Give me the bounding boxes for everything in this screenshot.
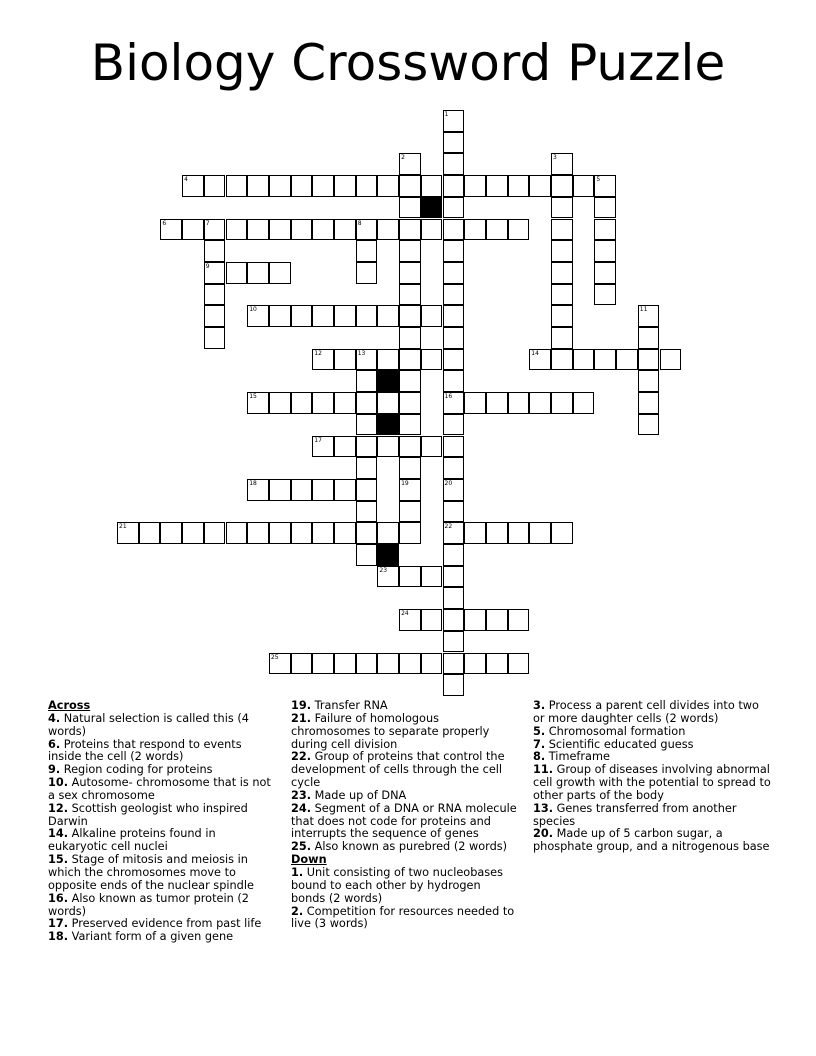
grid-cell[interactable] (421, 349, 443, 371)
grid-cell[interactable] (356, 436, 378, 458)
grid-cell[interactable] (443, 501, 465, 523)
grid-cell[interactable] (486, 609, 508, 631)
grid-cell[interactable] (204, 327, 226, 349)
grid-cell[interactable] (486, 175, 508, 197)
grid-cell[interactable] (334, 653, 356, 675)
grid-cell[interactable] (443, 132, 465, 154)
grid-cell[interactable] (269, 522, 291, 544)
grid-cell[interactable] (399, 436, 421, 458)
clue-number-label: 3. (533, 699, 546, 712)
grid-cell[interactable] (312, 219, 334, 241)
grid-cell[interactable] (312, 392, 334, 414)
grid-cell[interactable] (443, 284, 465, 306)
grid-cell[interactable] (638, 349, 660, 371)
grid-cell[interactable] (204, 219, 226, 241)
clue-number-label: 20. (533, 827, 554, 841)
grid-cell[interactable] (334, 436, 356, 458)
clue-text: Failure of homologous chromosomes to separate properly during cell division (291, 711, 490, 751)
grid-cell[interactable] (443, 110, 465, 132)
grid-cell[interactable] (443, 566, 465, 588)
grid-cell[interactable] (443, 436, 465, 458)
grid-cell[interactable] (334, 349, 356, 371)
grid-cell[interactable] (269, 262, 291, 284)
grid-cell[interactable] (377, 436, 399, 458)
grid-cell[interactable] (551, 305, 573, 327)
grid-cell[interactable] (464, 522, 486, 544)
grid-cell[interactable] (334, 479, 356, 501)
clue-text: Competition for resources needed to live (3 words) (291, 904, 515, 931)
clue-across-16 (48, 893, 274, 919)
grid-cell[interactable] (356, 479, 378, 501)
grid-cell[interactable] (508, 175, 530, 197)
grid-cell[interactable] (464, 175, 486, 197)
grid-cell[interactable] (377, 219, 399, 241)
grid-cell[interactable] (399, 327, 421, 349)
clue-across-14 (48, 828, 274, 854)
grid-cell[interactable] (291, 305, 313, 327)
clue-number: 7 (205, 219, 210, 227)
grid-cell[interactable] (356, 414, 378, 436)
grid-cell[interactable] (421, 609, 443, 631)
grid-cell[interactable] (377, 392, 399, 414)
clue-column-2 (291, 700, 517, 931)
grid-cell[interactable] (464, 653, 486, 675)
grid-cell[interactable] (377, 566, 399, 588)
grid-cell[interactable] (399, 305, 421, 327)
grid-cell[interactable] (443, 327, 465, 349)
grid-cell[interactable] (551, 522, 573, 544)
grid-cell[interactable] (399, 153, 421, 175)
grid-cell[interactable] (269, 219, 291, 241)
grid-cell[interactable] (312, 175, 334, 197)
grid-cell[interactable] (594, 240, 616, 262)
grid-cell[interactable] (247, 175, 269, 197)
grid-cell[interactable] (356, 501, 378, 523)
grid-cell[interactable] (399, 284, 421, 306)
grid-cell[interactable] (529, 392, 551, 414)
grid-cell[interactable] (443, 370, 465, 392)
grid-cell[interactable] (443, 349, 465, 371)
clue-number: 9 (205, 262, 210, 270)
grid-cell[interactable] (226, 522, 248, 544)
grid-cell[interactable] (399, 240, 421, 262)
grid-cell[interactable] (464, 609, 486, 631)
clue-number: 16 (444, 393, 453, 401)
grid-cell[interactable] (204, 175, 226, 197)
grid-cell[interactable] (443, 219, 465, 241)
grid-cell[interactable] (508, 653, 530, 675)
grid-cell[interactable] (443, 674, 465, 696)
grid-cell[interactable] (269, 479, 291, 501)
grid-cell[interactable] (291, 175, 313, 197)
clue-across-22 (291, 751, 517, 790)
clue-text: Genes transferred from another species (533, 801, 737, 828)
grid-cell[interactable] (377, 522, 399, 544)
grid-cell[interactable] (551, 262, 573, 284)
grid-cell[interactable] (551, 392, 573, 414)
grid-cell[interactable] (182, 219, 204, 241)
clue-number-label: 7. (533, 737, 546, 751)
grid-cell[interactable] (269, 175, 291, 197)
grid-cell[interactable] (443, 522, 465, 544)
clue-down-3 (533, 700, 773, 726)
clue-text: Region coding for proteins (60, 763, 213, 777)
grid-cell[interactable] (508, 392, 530, 414)
grid-cell[interactable] (594, 284, 616, 306)
clue-text: Alkaline proteins found in eukaryotic cell nuclei (48, 827, 216, 854)
grid-cell[interactable] (312, 436, 334, 458)
grid-cell[interactable] (443, 305, 465, 327)
across-heading: Across (48, 699, 91, 712)
clue-text: Also known as tumor protein (2 words) (48, 891, 249, 918)
clue-number-label: 24. (291, 801, 312, 815)
grid-cell[interactable] (247, 305, 269, 327)
grid-cell[interactable] (464, 219, 486, 241)
clue-text: Preserved evidence from past life (68, 917, 262, 931)
grid-cell[interactable] (226, 175, 248, 197)
clue-text: Stage of mitosis and meiosis in which the chromosomes move to opposite ends of the nuclear spindle (48, 853, 254, 892)
grid-cell[interactable] (399, 175, 421, 197)
grid-cell[interactable] (226, 262, 248, 284)
grid-cell[interactable] (551, 349, 573, 371)
clue-number: 12 (314, 349, 322, 357)
grid-cell[interactable] (269, 392, 291, 414)
grid-cell[interactable] (399, 457, 421, 479)
grid-cell[interactable] (399, 370, 421, 392)
grid-cell[interactable] (551, 240, 573, 262)
grid-cell[interactable] (443, 153, 465, 175)
grid-cell[interactable] (399, 501, 421, 523)
grid-cell[interactable] (356, 240, 378, 262)
clue-down-2 (291, 906, 517, 932)
clue-down-20 (533, 828, 773, 854)
grid-cell[interactable] (594, 262, 616, 284)
grid-cell[interactable] (551, 197, 573, 219)
grid-cell[interactable] (117, 522, 139, 544)
clue-number: 15 (249, 393, 257, 401)
grid-cell[interactable] (486, 522, 508, 544)
grid-cell[interactable] (464, 392, 486, 414)
clue-number: 22 (444, 523, 453, 531)
clue-text: Chromosomal formation (545, 724, 686, 738)
clue-number-label: 21. (291, 711, 312, 725)
grid-cell[interactable] (443, 392, 465, 414)
grid-cell[interactable] (291, 522, 313, 544)
grid-cell[interactable] (660, 349, 682, 371)
clue-text: Made up of 5 carbon sugar, a phosphate group, and a nitrogenous base (533, 827, 770, 854)
grid-cell[interactable] (399, 609, 421, 631)
clue-across-12 (48, 803, 274, 829)
clue-number: 6 (162, 219, 167, 227)
grid-cell[interactable] (334, 522, 356, 544)
clue-number: 18 (249, 479, 257, 487)
grid-cell[interactable] (399, 653, 421, 675)
grid-cell[interactable] (443, 414, 465, 436)
grid-cell[interactable] (160, 219, 182, 241)
clue-number-label: 19. (291, 699, 312, 712)
black-cell (377, 414, 399, 436)
grid-cell[interactable] (356, 544, 378, 566)
clue-number-label: 14. (48, 827, 69, 841)
clue-number: 3 (553, 154, 557, 162)
grid-cell[interactable] (594, 219, 616, 241)
grid-cell[interactable] (594, 175, 616, 197)
grid-cell[interactable] (269, 305, 291, 327)
clue-text: Made up of DNA (311, 788, 407, 802)
clue-number: 21 (119, 523, 127, 531)
clue-number: 1 (444, 111, 449, 118)
clue-number: 13 (357, 349, 366, 357)
clue-number-label: 6. (48, 737, 61, 751)
grid-cell[interactable] (551, 175, 573, 197)
grid-cell[interactable] (616, 349, 638, 371)
grid-cell[interactable] (356, 522, 378, 544)
grid-cell[interactable] (421, 305, 443, 327)
grid-cell[interactable] (443, 175, 465, 197)
grid-cell[interactable] (443, 479, 465, 501)
grid-cell[interactable] (356, 457, 378, 479)
grid-cell[interactable] (269, 653, 291, 675)
grid-cell[interactable] (551, 219, 573, 241)
clue-number-label: 11. (533, 763, 554, 777)
clue-number: 2 (401, 154, 405, 162)
clue-number-label: 1. (291, 865, 304, 879)
grid-cell[interactable] (594, 197, 616, 219)
grid-cell[interactable] (443, 240, 465, 262)
grid-cell[interactable] (486, 392, 508, 414)
clue-text: Autosome- chromosome that is not a sex chromosome (48, 776, 271, 802)
grid-cell[interactable] (334, 219, 356, 241)
grid-cell[interactable] (443, 631, 465, 653)
grid-cell[interactable] (247, 479, 269, 501)
grid-cell[interactable] (399, 197, 421, 219)
clue-across-10 (48, 777, 274, 803)
grid-cell[interactable] (247, 392, 269, 414)
clue-number: 24 (401, 610, 409, 618)
grid-cell[interactable] (421, 175, 443, 197)
clue-text: Proteins that respond to events inside the cell (2 words) (48, 737, 242, 764)
clue-down-11 (533, 764, 773, 803)
grid-cell[interactable] (204, 262, 226, 284)
grid-cell[interactable] (551, 327, 573, 349)
grid-cell[interactable] (182, 175, 204, 197)
clue-across-18 (48, 931, 274, 944)
grid-cell[interactable] (421, 436, 443, 458)
clue-number-label: 4. (48, 711, 61, 725)
grid-cell[interactable] (356, 219, 378, 241)
clue-text: Group of proteins that control the development of cells through the cell cycle (291, 750, 505, 790)
grid-cell[interactable] (182, 522, 204, 544)
clue-number-label: 8. (533, 750, 546, 764)
grid-cell[interactable] (529, 522, 551, 544)
grid-cell[interactable] (573, 175, 595, 197)
grid-cell[interactable] (529, 175, 551, 197)
grid-cell[interactable] (334, 305, 356, 327)
grid-cell[interactable] (443, 262, 465, 284)
grid-cell[interactable] (508, 219, 530, 241)
clue-number: 20 (444, 479, 453, 487)
clue-number-label: 25. (291, 840, 312, 854)
grid-cell[interactable] (443, 457, 465, 479)
clue-number: 23 (379, 566, 388, 574)
clue-number-label: 12. (48, 801, 69, 815)
grid-cell[interactable] (291, 392, 313, 414)
grid-cell[interactable] (399, 262, 421, 284)
clue-across-15 (48, 854, 274, 893)
grid-cell[interactable] (399, 566, 421, 588)
clue-number: 25 (270, 653, 279, 661)
grid-cell[interactable] (356, 175, 378, 197)
grid-cell[interactable] (312, 653, 334, 675)
grid-cell[interactable] (356, 392, 378, 414)
grid-cell[interactable] (356, 653, 378, 675)
grid-cell[interactable] (486, 653, 508, 675)
grid-cell[interactable] (356, 262, 378, 284)
grid-cell[interactable] (638, 370, 660, 392)
clue-number-label: 22. (291, 750, 312, 764)
grid-cell[interactable] (573, 349, 595, 371)
clue-across-21 (291, 713, 517, 752)
clue-number: 19 (401, 479, 409, 487)
grid-cell[interactable] (356, 370, 378, 392)
clue-number-label: 5. (533, 724, 546, 738)
clue-text: Scottish geologist who inspired Darwin (48, 801, 248, 828)
grid-cell[interactable] (312, 522, 334, 544)
grid-cell[interactable] (377, 175, 399, 197)
clue-column-1 (48, 700, 274, 944)
grid-cell[interactable] (139, 522, 161, 544)
clue-number: 17 (314, 436, 322, 444)
clue-text: Unit consisting of two nucleobases bound to each other by hydrogen bonds (2 words) (291, 865, 504, 905)
black-cell (377, 370, 399, 392)
grid-cell[interactable] (291, 479, 313, 501)
grid-cell[interactable] (638, 392, 660, 414)
clue-text: Variant form of a given gene (68, 930, 234, 944)
grid-cell[interactable] (508, 609, 530, 631)
clue-number: 10 (249, 306, 257, 314)
grid-cell[interactable] (421, 566, 443, 588)
grid-cell[interactable] (638, 305, 660, 327)
clue-text: Transfer RNA (311, 699, 388, 712)
clue-number-label: 13. (533, 801, 554, 815)
clue-number-label: 10. (48, 776, 69, 790)
clue-text: Group of diseases involving abnormal cell growth with the potential to spread to other parts of the body (533, 763, 771, 802)
clue-across-6 (48, 739, 274, 765)
clue-number-label: 2. (291, 904, 304, 918)
grid-cell[interactable] (334, 175, 356, 197)
grid-cell[interactable] (399, 479, 421, 501)
clue-text: Timeframe (545, 750, 610, 764)
grid-cell[interactable] (356, 305, 378, 327)
grid-cell[interactable] (399, 414, 421, 436)
grid-cell[interactable] (356, 349, 378, 371)
clue-number-label: 16. (48, 891, 69, 905)
black-cell (421, 197, 443, 219)
grid-cell[interactable] (312, 305, 334, 327)
down-heading: Down (291, 853, 327, 867)
grid-cell[interactable] (638, 327, 660, 349)
clue-text: Natural selection is called this (4 words) (48, 711, 249, 738)
grid-cell[interactable] (312, 349, 334, 371)
black-cell (377, 544, 399, 566)
grid-cell[interactable] (226, 219, 248, 241)
grid-cell[interactable] (377, 349, 399, 371)
grid-cell[interactable] (247, 262, 269, 284)
clue-across-24 (291, 803, 517, 842)
grid-cell[interactable] (377, 305, 399, 327)
grid-cell[interactable] (443, 197, 465, 219)
grid-cell[interactable] (443, 587, 465, 609)
clue-number: 8 (357, 219, 362, 227)
grid-cell[interactable] (377, 653, 399, 675)
clue-across-4 (48, 713, 274, 739)
clue-text: Also known as purebred (2 words) (311, 840, 508, 854)
grid-cell[interactable] (551, 284, 573, 306)
grid-cell[interactable] (247, 219, 269, 241)
grid-cell[interactable] (399, 219, 421, 241)
clue-number: 14 (531, 349, 539, 357)
grid-cell[interactable] (421, 653, 443, 675)
grid-cell[interactable] (334, 392, 356, 414)
grid-cell[interactable] (204, 522, 226, 544)
grid-cell[interactable] (291, 653, 313, 675)
grid-cell[interactable] (399, 522, 421, 544)
clue-down-1 (291, 867, 517, 906)
clue-number: 4 (184, 176, 188, 184)
grid-cell[interactable] (529, 349, 551, 371)
clue-number: 11 (639, 306, 648, 314)
grid-cell[interactable] (399, 392, 421, 414)
grid-cell[interactable] (508, 522, 530, 544)
grid-cell[interactable] (551, 153, 573, 175)
grid-cell[interactable] (443, 544, 465, 566)
grid-cell[interactable] (399, 349, 421, 371)
grid-cell[interactable] (291, 219, 313, 241)
grid-cell[interactable] (443, 609, 465, 631)
clue-number-label: 17. (48, 917, 69, 931)
clue-number-label: 23. (291, 788, 312, 802)
grid-cell[interactable] (204, 284, 226, 306)
grid-cell[interactable] (247, 522, 269, 544)
grid-cell[interactable] (421, 219, 443, 241)
clue-column-3 (533, 700, 773, 854)
grid-cell[interactable] (486, 219, 508, 241)
page-title: Biology Crossword Puzzle (90, 34, 726, 92)
grid-cell[interactable] (160, 522, 182, 544)
clue-down-13 (533, 803, 773, 829)
clue-text: Process a parent cell divides into two or more daughter cells (2 words) (533, 699, 759, 725)
grid-cell[interactable] (204, 240, 226, 262)
grid-cell[interactable] (573, 392, 595, 414)
clue-number-label: 18. (48, 930, 69, 944)
clue-number-label: 15. (48, 853, 69, 867)
grid-cell[interactable] (204, 305, 226, 327)
clue-number-label: 9. (48, 763, 61, 777)
grid-cell[interactable] (638, 414, 660, 436)
clue-number: 5 (596, 176, 601, 184)
grid-cell[interactable] (312, 479, 334, 501)
clue-text: Segment of a DNA or RNA molecule that does not code for proteins and interrupts the sequence of genes (291, 801, 517, 841)
grid-cell[interactable] (594, 349, 616, 371)
clue-text: Scientific educated guess (545, 737, 694, 751)
grid-cell[interactable] (443, 653, 465, 675)
